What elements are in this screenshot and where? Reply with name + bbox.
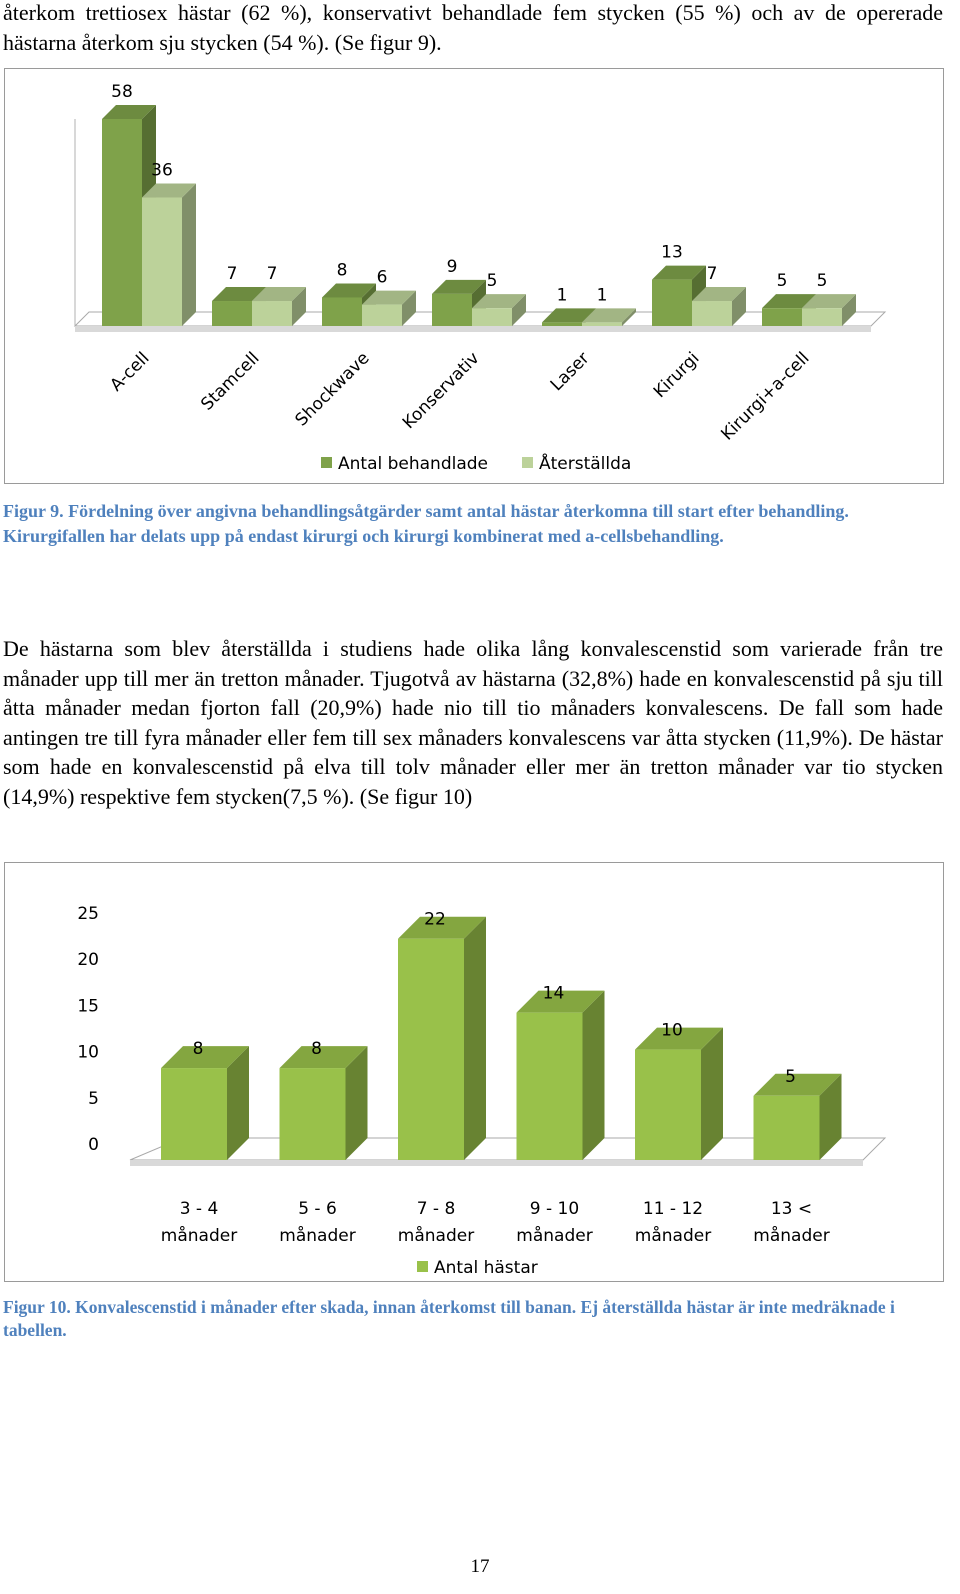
fig10-y-tick-label: 20 [77, 950, 99, 971]
fig9-category-label: A-cell [106, 348, 154, 396]
fig9-data-label: 5 [816, 271, 828, 292]
fig9-data-label: 13 [661, 242, 683, 263]
figure-9-caption-part1: Fördelning över angivna behandlingsåtgärder samt antal hästar återkomna till start efter behandling. [63, 501, 849, 521]
fig10-category-label-line2: månader [279, 1226, 356, 1246]
fig10-category-label-line1: 5 - 6 [298, 1199, 337, 1219]
fig10-category-label-line1: 11 - 12 [642, 1199, 704, 1219]
fig10-data-label: 8 [311, 1039, 322, 1060]
figure-10-caption: Figur 10. Konvalescenstid i månader efter skada, innan återkomst till banan. Ej återställda hästar är inte medräknade i tabellen. [3, 1297, 895, 1340]
figure-9-caption-label: Figur 9. [3, 501, 64, 521]
figure-9-caption [3, 499, 903, 548]
fig10-category-label-line1: 3 - 4 [179, 1199, 219, 1219]
fig9-data-label: 36 [151, 160, 173, 181]
fig10-bar-5 [754, 1074, 842, 1160]
fig9-bar-3-0-front [432, 294, 472, 326]
fig9-legend-label: Antal behandlade [338, 454, 489, 474]
fig9-category-label: Kirurgi [649, 348, 704, 403]
figure-9-svg [5, 69, 943, 483]
fig10-bar-0-front [161, 1068, 227, 1160]
fig9-bar-4-1-front [582, 322, 622, 326]
fig9-legend-swatch [522, 457, 533, 468]
fig10-category-label-line2: månader [753, 1226, 830, 1246]
fig10-bar-3-front [517, 1013, 583, 1160]
fig10-data-label: 22 [424, 909, 446, 930]
fig10-legend-swatch [417, 1261, 428, 1272]
fig9-category-label: Shockwave [291, 348, 374, 431]
fig9-bar-1-1-front [252, 301, 292, 326]
figure-10-svg [5, 863, 943, 1281]
fig10-data-label: 14 [542, 983, 565, 1004]
fig9-data-label: 6 [376, 267, 388, 288]
fig10-category-label-line2: månader [634, 1226, 712, 1246]
fig9-bar-3-1-front [472, 308, 512, 326]
fig9-category-label: Laser [546, 348, 594, 396]
fig9-data-label: 1 [596, 285, 608, 306]
fig10-bar-2-side [464, 917, 486, 1160]
fig9-data-label: 8 [336, 260, 348, 281]
fig10-data-label: 10 [661, 1020, 683, 1041]
fig9-floor-edge [75, 326, 871, 332]
fig10-bar-5-front [754, 1096, 820, 1160]
fig10-bar-4-side [701, 1028, 723, 1160]
fig10-bar-0 [161, 1046, 249, 1160]
fig10-bar-1-front [280, 1068, 346, 1160]
fig10-y-tick-label: 0 [88, 1135, 99, 1155]
fig10-category-label-line2: månader [516, 1226, 593, 1246]
fig9-bar-0-1-side [182, 184, 196, 326]
fig9-data-label: 7 [266, 264, 278, 285]
fig10-y-tick-label: 10 [77, 1042, 99, 1063]
middle-paragraph: De hästarna som blev återställda i studiens hade olika lång konvalescenstid som varierade från tre månader upp till mer än tretton månader. Tjugotvå av hästarna (32,8%) hade en konvalescenstid på sju till åtta månader medan fjorton fall (20,9%) hade nio till tio månaders konvalescens. De fall som hade antingen tre till fyra månader eller fem till sex månaders konvalescens var åtta stycken (11,9%). De hästar som hade en konvalescenstid på elva till tolv månader eller mer än tretton månader var tio stycken (14,9%) respektive fem stycken(7,5 %). (Se figur 10) [3, 636, 943, 809]
fig9-bar-0-1-front [142, 198, 182, 326]
figure-9-chart [4, 68, 944, 484]
fig10-y-tick-label: 15 [77, 996, 99, 1017]
fig10-category-label-line1: 13 < [770, 1199, 813, 1219]
fig10-legend-label: Antal hästar [434, 1258, 538, 1278]
fig9-category-label: Kirurgi+a-cell [717, 348, 814, 445]
fig10-bar-3-side [583, 991, 605, 1160]
fig9-bar-2-0-front [322, 297, 362, 326]
fig9-legend-label: Återställda [539, 454, 632, 474]
fig10-category-label-line2: månader [160, 1226, 238, 1246]
fig10-bar-4-front [635, 1050, 701, 1160]
fig9-data-label: 7 [706, 264, 718, 285]
fig9-bar-5-0-front [652, 280, 692, 326]
fig9-data-label: 7 [226, 264, 238, 285]
fig10-category-label-line1: 9 - 10 [529, 1199, 580, 1219]
fig10-bar-1 [280, 1046, 368, 1160]
top-paragraph: återkom trettiosex hästar (62 %), konservativt behandlade fem stycken (55 %) och av de opererade hästarna återkom sju stycken (54 %). (Se figur 9). [3, 0, 943, 55]
fig9-bar-0-1 [142, 184, 196, 326]
fig10-bar-2 [398, 917, 486, 1160]
fig9-data-label: 5 [776, 271, 788, 292]
fig9-data-label: 1 [556, 285, 568, 306]
fig10-bar-2-front [398, 939, 464, 1160]
fig10-y-tick-label: 25 [77, 904, 99, 924]
fig9-bar-5-1-front [692, 301, 732, 326]
figure-9-caption-part2: Kirurgifallen har delats upp på endast kirurgi och kirurgi kombinerat med a-cellsbehandling. [3, 525, 724, 546]
fig9-bar-6-0-front [762, 308, 802, 326]
fig9-legend-swatch [321, 457, 332, 468]
fig9-bar-4-0-front [542, 322, 582, 326]
fig9-bar-0-0-front [102, 119, 142, 326]
fig10-y-tick-label: 5 [88, 1088, 99, 1109]
fig10-bar-3 [517, 991, 605, 1160]
fig9-bar-6-1-front [802, 308, 842, 326]
fig9-category-label: Konservativ [398, 348, 484, 434]
fig10-category-label-line2: månader [397, 1226, 475, 1246]
fig10-data-label: 5 [785, 1066, 796, 1087]
fig9-data-label: 5 [486, 271, 498, 292]
fig9-bar-1-0-front [212, 301, 252, 326]
fig10-floor-edge [130, 1160, 863, 1166]
fig9-bar-2-1-front [362, 305, 402, 326]
fig9-data-label: 9 [446, 256, 458, 277]
fig9-data-label: 58 [111, 82, 133, 102]
fig10-data-label: 8 [192, 1039, 204, 1060]
fig9-category-label: Stamcell [197, 348, 264, 415]
figure-10-chart [4, 862, 944, 1282]
fig10-category-label-line1: 7 - 8 [416, 1199, 456, 1219]
fig10-bar-4 [635, 1028, 723, 1160]
page-number: 17 [470, 1556, 490, 1577]
